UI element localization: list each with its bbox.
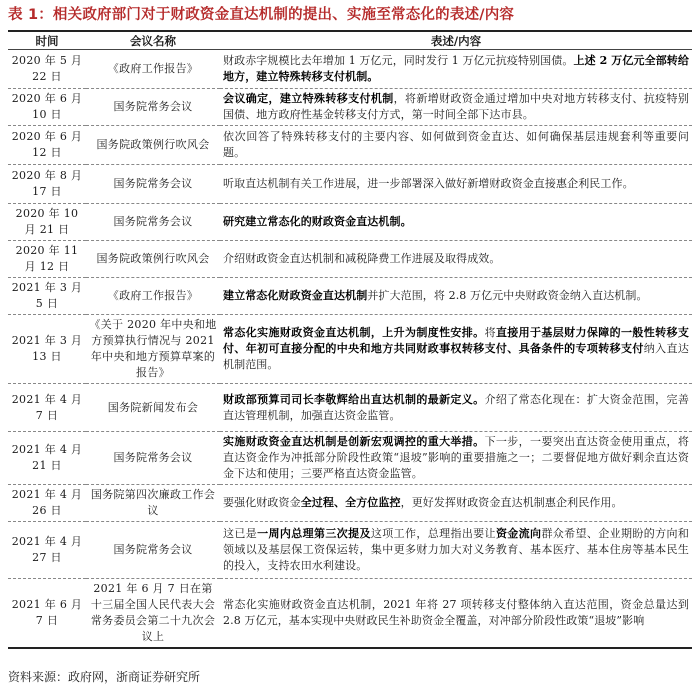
header-time: 时间 — [8, 31, 86, 50]
cell-time: 2020 年 8 月 17 日 — [8, 165, 86, 204]
cell-time: 2020 年 11 月 12 日 — [8, 241, 86, 278]
emphasis-text: 会议确定，建立特殊转移支付机制 — [223, 92, 394, 105]
cell-meeting: 国务院政策例行吹风会 — [86, 241, 220, 278]
cell-meeting: 国务院第四次廉政工作会议 — [86, 485, 220, 522]
emphasis-text: 建立常态化财政资金直达机制 — [223, 289, 368, 302]
cell-time: 2021 年 4 月 26 日 — [8, 485, 86, 522]
table-row — [8, 384, 692, 432]
cell-time: 2020 年 5 月 22 日 — [8, 50, 86, 89]
table-row — [8, 432, 692, 485]
cell-meeting: 国务院常务会议 — [86, 165, 220, 204]
emphasis-text: 常态化实施财政资金直达机制，上升为制度性安排。 — [223, 326, 485, 339]
cell-time: 2021 年 6 月 7 日 — [8, 579, 86, 649]
table-row — [8, 241, 692, 278]
emphasis-text: 资金流向 — [495, 527, 542, 540]
cell-time: 2021 年 3 月 13 日 — [8, 315, 86, 384]
cell-time: 2021 年 4 月 21 日 — [8, 432, 86, 485]
cell-meeting: 国务院常务会议 — [86, 432, 220, 485]
cell-description — [220, 315, 692, 384]
cell-description — [220, 485, 692, 522]
description-text: 这项工作，总理指出要让 — [370, 527, 496, 540]
emphasis-text: 全过程、全方位监控 — [300, 496, 401, 509]
cell-description — [220, 432, 692, 485]
header-meeting: 会议名称 — [86, 31, 220, 50]
description-text: 下一步，一要突出直达资金使用重点，将直达资金作为冲抵部分阶段性政策“退坡”影响的重要措施之一；二要督促地方做好剩余直达资金下达和使用；三要严格直达资金监管。 — [223, 435, 689, 480]
cell-description — [220, 241, 692, 278]
cell-meeting: 国务院常务会议 — [86, 522, 220, 579]
table-body — [8, 50, 692, 649]
description-text: 群众希望、企业期盼的方向和领域以及基层保工资保运转，集中更多财力加大对义务教育、基本医疗、基本住房等基本民生的投入，支持农田水利建设。 — [223, 527, 689, 572]
emphasis-text: 直接用于基层财力保障的一般性转移支付、年初可直接分配的中央和地方共同财政事权转移支付、具备条件的专项转移支付 — [223, 326, 689, 355]
cell-meeting: 国务院常务会议 — [86, 204, 220, 241]
cell-description — [220, 126, 692, 165]
cell-meeting: 《关于 2020 年中央和地方预算执行情况与 2021 年中央和地方预算草案的报告》 — [86, 315, 220, 384]
description-text: 这已是 — [223, 527, 258, 540]
emphasis-text: 一周内总理第三次提及 — [257, 527, 371, 540]
cell-meeting: 国务院常务会议 — [86, 89, 220, 126]
description-text: 依次回答了特殊转移支付的主要内容、如何做到资金直达、如何确保基层违规套利等重要问题。 — [223, 130, 689, 159]
cell-meeting: 国务院新闻发布会 — [86, 384, 220, 432]
cell-description — [220, 50, 692, 89]
description-text: ，将新增财政资金通过增加中央对地方转移支付、抗疫特别国债、地方政府性基金转移支付方式，第一时间全部下达市县。 — [223, 92, 689, 121]
cell-time: 2021 年 4 月 27 日 — [8, 522, 86, 579]
table-row — [8, 126, 692, 165]
cell-time: 2020 年 10 月 21 日 — [8, 204, 86, 241]
cell-time: 2021 年 4 月 7 日 — [8, 384, 86, 432]
description-text: 介绍了常态化现在：扩大资金范围，完善直达管理机制，加强直达资金监管。 — [223, 392, 689, 422]
cell-time: 2020 年 6 月 12 日 — [8, 126, 86, 165]
table-row — [8, 522, 692, 579]
description-text: 并扩大范围，将 2.8 万亿元中央财政资金纳入直达机制。 — [367, 289, 648, 302]
cell-time: 2020 年 6 月 10 日 — [8, 89, 86, 126]
description-text: 听取直达机制有关工作进展，进一步部署深入做好新增财政资金直接惠企利民工作。 — [223, 177, 634, 190]
table-row — [8, 278, 692, 315]
table-row — [8, 485, 692, 522]
emphasis-text: 财政部预算司司长李敬辉给出直达机制的最新定义。 — [223, 392, 485, 406]
table-row — [8, 315, 692, 384]
description-text: 纳入直达机制范围。 — [223, 342, 689, 371]
cell-meeting: 《政府工作报告》 — [86, 278, 220, 315]
description-text: 将 — [484, 326, 496, 339]
table-title: 表 1：相关政府部门对于财政资金直达机制的提出、实施至常态化的表述/内容 — [8, 7, 515, 23]
table-row — [8, 50, 692, 89]
description-text: 介绍财政资金直达机制和减税降费工作进展及取得成效。 — [223, 252, 501, 265]
description-text: ，更好发挥财政资金直达机制惠企利民作用。 — [400, 496, 623, 509]
cell-description — [220, 165, 692, 204]
cell-meeting: 《政府工作报告》 — [86, 50, 220, 89]
description-text: 常态化实施财政资金直达机制，2021 年将 27 项转移支付整体纳入直达范围，资金总量达到 2.8 万亿元，基本实现中央财政民生补助资金全覆盖，对冲部分阶段性政策“退坡”影响 — [223, 598, 689, 627]
cell-description — [220, 384, 692, 432]
cell-description — [220, 278, 692, 315]
table-header-row — [8, 31, 692, 50]
description-text: 财政赤字规模比去年增加 1 万亿元，同时发行 1 万亿元抗疫特别国债。 — [223, 54, 574, 67]
emphasis-text: 实施财政资金直达机制是创新宏观调控的重大举措。 — [223, 435, 485, 448]
cell-description — [220, 579, 692, 649]
cell-description — [220, 522, 692, 579]
emphasis-text: 研究建立常态化的财政资金直达机制。 — [223, 215, 412, 228]
table-row — [8, 89, 692, 126]
table-row — [8, 579, 692, 649]
source-note: 资料来源：政府网，浙商证券研究所 — [8, 670, 201, 684]
cell-description — [220, 89, 692, 126]
table-row — [8, 165, 692, 204]
cell-meeting: 国务院政策例行吹风会 — [86, 126, 220, 165]
table-row — [8, 204, 692, 241]
cell-meeting: 2021 年 6 月 7 日在第十三届全国人民代表大会常务委员会第二十九次会议上 — [86, 579, 220, 649]
cell-description — [220, 204, 692, 241]
emphasis-text: 上述 2 万亿元全部转给地方，建立特殊转移支付机制。 — [223, 54, 689, 83]
header-desc: 表述/内容 — [220, 31, 692, 50]
policy-table — [8, 30, 692, 649]
cell-time: 2021 年 3 月 5 日 — [8, 278, 86, 315]
description-text: 要强化财政资金 — [223, 496, 301, 509]
